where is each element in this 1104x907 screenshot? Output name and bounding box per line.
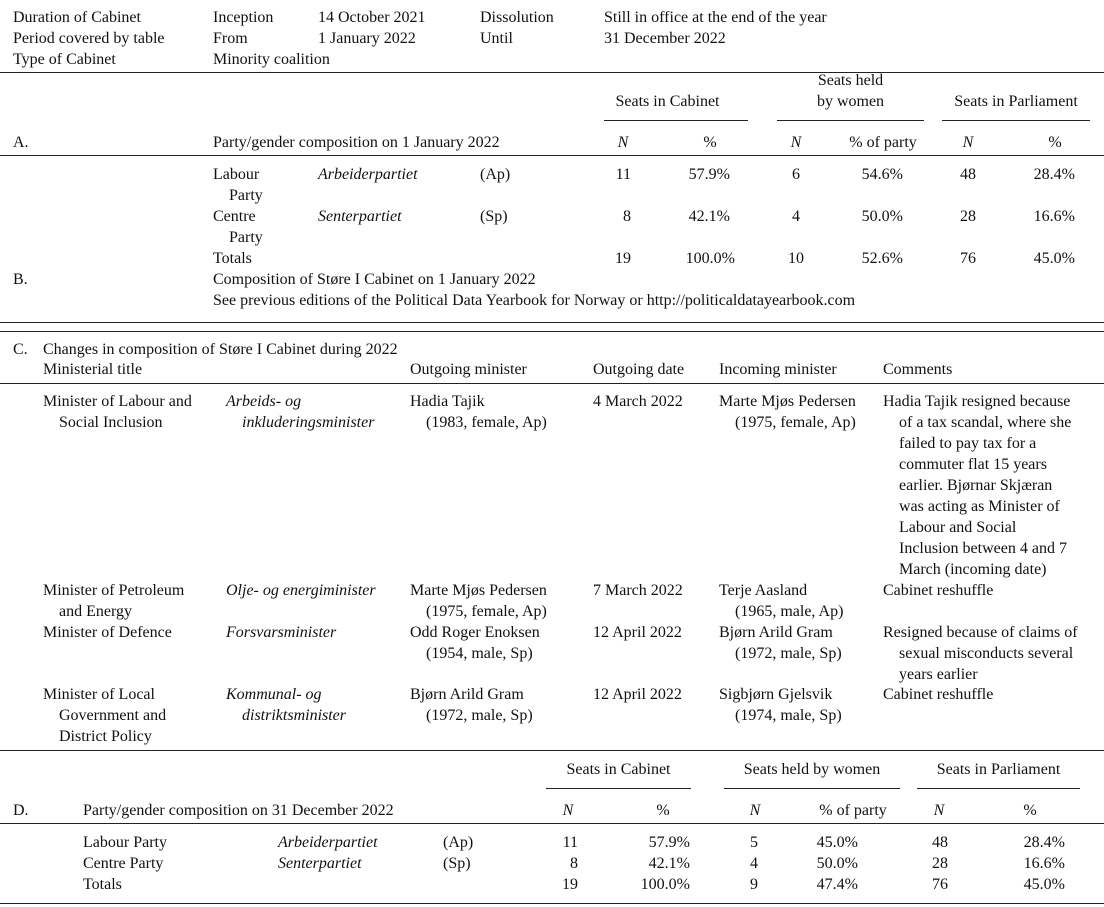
col-pct: % xyxy=(656,802,670,819)
section-c-title: Changes in composition of Støre I Cabinet during 2022 xyxy=(43,341,398,358)
cab-pct: 57.9% xyxy=(648,834,690,851)
party-name-cont: Party xyxy=(229,187,263,204)
col-outgoing-minister: Outgoing minister xyxy=(410,361,527,378)
group-underline xyxy=(942,120,1090,121)
comment-line: Labour and Social xyxy=(899,519,1017,536)
women-n: 5 xyxy=(750,834,758,851)
minister-title-cont: Social Inclusion xyxy=(59,414,163,431)
comment-line: Hadia Tajik resigned because xyxy=(883,393,1071,410)
from-label: From xyxy=(213,30,248,47)
women-n: 4 xyxy=(750,855,758,872)
comment-line: Cabinet reshuffle xyxy=(883,686,994,703)
party-abbr: (Ap) xyxy=(443,834,474,851)
col-pct-party: % of party xyxy=(849,134,917,151)
party-name: Labour Party xyxy=(83,834,167,851)
comment-line: years earlier xyxy=(899,666,978,683)
party-abbr: (Sp) xyxy=(443,855,471,872)
women-pct: 47.4% xyxy=(816,876,858,893)
dissolution-value: Still in office at the end of the year xyxy=(604,9,827,26)
parl-n: 76 xyxy=(932,876,948,893)
outgoing-date: 12 April 2022 xyxy=(593,686,682,703)
parl-n: 48 xyxy=(932,834,948,851)
group-seats-women: Seats held by women xyxy=(743,761,881,778)
parl-pct: 45.0% xyxy=(1033,250,1075,267)
women-pct: 52.6% xyxy=(861,250,903,267)
col-n: N xyxy=(790,134,802,151)
parl-pct: 45.0% xyxy=(1023,876,1065,893)
totals-label: Totals xyxy=(213,250,252,267)
period-label: Period covered by table xyxy=(13,30,165,47)
minister-title: Minister of Local xyxy=(43,686,155,703)
party-native: Senterpartiet xyxy=(318,208,402,225)
group-seats-cabinet: Seats in Cabinet xyxy=(566,761,671,778)
minister-native-cont: distriktsminister xyxy=(242,707,347,724)
parl-n: 48 xyxy=(960,166,976,183)
outgoing-details: (1972, male, Sp) xyxy=(426,707,533,724)
inception-value: 14 October 2021 xyxy=(318,9,426,26)
col-incoming-minister: Incoming minister xyxy=(719,361,837,378)
party-abbr: (Ap) xyxy=(480,166,511,183)
col-n: N xyxy=(962,134,974,151)
party-name: Labour xyxy=(213,166,260,183)
type-value: Minority coalition xyxy=(213,51,330,68)
outgoing-date: 7 March 2022 xyxy=(593,582,683,599)
group-underline xyxy=(777,120,924,121)
divider xyxy=(0,155,1104,156)
section-title: Party/gender composition on 31 December 2022 xyxy=(83,802,394,819)
cab-n: 11 xyxy=(562,834,578,851)
women-n: 6 xyxy=(792,166,800,183)
section-title: Party/gender composition on 1 January 2022 xyxy=(213,134,500,151)
minister-title: Minister of Defence xyxy=(43,624,172,641)
women-n: 4 xyxy=(792,208,800,225)
group-seats-women-line1: Seats held xyxy=(817,72,884,89)
section-letter: A. xyxy=(13,134,29,151)
divider xyxy=(0,331,1104,332)
parl-pct: 28.4% xyxy=(1033,166,1075,183)
comment-line: Inclusion between 4 and 7 xyxy=(899,540,1067,557)
incoming-details: (1975, female, Ap) xyxy=(735,414,856,431)
cab-n: 11 xyxy=(615,166,631,183)
parl-n: 28 xyxy=(932,855,948,872)
outgoing-details: (1983, female, Ap) xyxy=(426,414,547,431)
duration-label: Duration of Cabinet xyxy=(13,9,141,26)
section-letter: C. xyxy=(13,341,28,358)
col-ministerial-title: Ministerial title xyxy=(43,361,143,378)
col-n: N xyxy=(617,134,629,151)
comment-line: was acting as Minister of xyxy=(899,498,1060,515)
until-label: Until xyxy=(480,30,513,47)
comment-line: Cabinet reshuffle xyxy=(883,582,994,599)
incoming-details: (1965, male, Ap) xyxy=(735,603,844,620)
cab-pct: 42.1% xyxy=(688,208,730,225)
divider xyxy=(0,823,1104,824)
minister-native: Arbeids- og xyxy=(226,393,302,410)
dissolution-label: Dissolution xyxy=(480,9,554,26)
minister-native: Kommunal- og xyxy=(226,686,322,703)
group-underline xyxy=(546,788,691,789)
cab-n: 19 xyxy=(562,876,578,893)
women-n: 9 xyxy=(750,876,758,893)
party-name: Centre xyxy=(213,208,256,225)
comment-line: commuter flat 15 years xyxy=(899,456,1047,473)
section-letter: D. xyxy=(13,802,29,819)
section-b-title: Composition of Støre I Cabinet on 1 January 2022 xyxy=(213,271,536,288)
incoming-minister: Terje Aasland xyxy=(719,582,808,599)
from-value: 1 January 2022 xyxy=(318,30,416,47)
totals-label: Totals xyxy=(83,876,122,893)
incoming-details: (1972, male, Sp) xyxy=(735,645,842,662)
party-abbr: (Sp) xyxy=(480,208,508,225)
minister-native: Forsvarsminister xyxy=(226,624,337,641)
divider xyxy=(0,383,1104,384)
group-seats-cabinet: Seats in Cabinet xyxy=(615,93,720,110)
outgoing-minister: Bjørn Arild Gram xyxy=(410,686,524,703)
minister-native-cont: inkluderingsminister xyxy=(242,414,375,431)
parl-pct: 16.6% xyxy=(1023,855,1065,872)
cab-n: 19 xyxy=(615,250,631,267)
women-n: 10 xyxy=(788,250,804,267)
party-native: Arbeiderpartiet xyxy=(278,834,378,851)
section-b-note: See previous editions of the Political Data Yearbook for Norway or http://politicaldatayearbook.com xyxy=(213,292,856,309)
col-n: N xyxy=(749,802,761,819)
group-seats-women-line2: by women xyxy=(816,93,885,110)
incoming-minister: Sigbjørn Gjelsvik xyxy=(719,686,833,703)
divider xyxy=(0,322,1104,323)
comment-line: March (incoming date) xyxy=(899,561,1047,578)
divider xyxy=(0,72,1104,73)
parl-n: 28 xyxy=(960,208,976,225)
cab-pct: 100.0% xyxy=(640,876,690,893)
divider xyxy=(0,903,1104,904)
outgoing-minister: Odd Roger Enoksen xyxy=(410,624,540,641)
comment-line: of a tax scandal, where she xyxy=(899,414,1072,431)
col-pct: % xyxy=(1048,134,1062,151)
outgoing-minister: Marte Mjøs Pedersen xyxy=(410,582,547,599)
parl-pct: 28.4% xyxy=(1023,834,1065,851)
col-pct: % xyxy=(1023,802,1037,819)
women-pct: 50.0% xyxy=(861,208,903,225)
incoming-minister: Marte Mjøs Pedersen xyxy=(719,393,856,410)
group-underline xyxy=(604,120,748,121)
section-letter: B. xyxy=(13,271,28,288)
minister-title: Minister of Petroleum xyxy=(43,582,185,599)
comment-line: Resigned because of claims of xyxy=(883,624,1078,641)
incoming-minister: Bjørn Arild Gram xyxy=(719,624,833,641)
outgoing-date: 4 March 2022 xyxy=(593,393,683,410)
cab-n: 8 xyxy=(623,208,631,225)
col-comments: Comments xyxy=(883,361,953,378)
parl-pct: 16.6% xyxy=(1033,208,1075,225)
until-value: 31 December 2022 xyxy=(604,30,726,47)
group-seats-parliament: Seats in Parliament xyxy=(936,761,1061,778)
col-n: N xyxy=(933,802,945,819)
col-pct-party: % of party xyxy=(819,802,887,819)
parl-n: 76 xyxy=(960,250,976,267)
group-seats-parliament: Seats in Parliament xyxy=(954,93,1078,110)
minister-title-cont: Government and xyxy=(59,707,167,724)
party-name: Centre Party xyxy=(83,855,164,872)
party-native: Arbeiderpartiet xyxy=(318,166,418,183)
outgoing-details: (1954, male, Sp) xyxy=(426,645,533,662)
comment-line: earlier. Bjørnar Skjæran xyxy=(899,477,1053,494)
minister-title: Minister of Labour and xyxy=(43,393,192,410)
party-name-cont: Party xyxy=(229,229,263,246)
col-outgoing-date: Outgoing date xyxy=(593,361,685,378)
women-pct: 54.6% xyxy=(861,166,903,183)
cab-pct: 57.9% xyxy=(688,166,730,183)
col-pct: % xyxy=(703,134,717,151)
cab-n: 8 xyxy=(570,855,578,872)
group-underline xyxy=(724,788,900,789)
comment-line: sexual misconducts several xyxy=(899,645,1074,662)
type-label: Type of Cabinet xyxy=(13,51,116,68)
comment-line: failed to pay tax for a xyxy=(899,435,1037,452)
women-pct: 45.0% xyxy=(816,834,858,851)
inception-label: Inception xyxy=(213,9,274,26)
minister-native: Olje- og energiminister xyxy=(226,582,376,599)
divider xyxy=(0,750,1104,751)
group-underline xyxy=(917,788,1080,789)
outgoing-details: (1975, female, Ap) xyxy=(426,603,547,620)
cab-pct: 100.0% xyxy=(685,250,735,267)
incoming-details: (1974, male, Sp) xyxy=(735,707,842,724)
cab-pct: 42.1% xyxy=(648,855,690,872)
minister-title-cont: and Energy xyxy=(59,603,133,620)
minister-title-cont: District Policy xyxy=(59,728,152,745)
women-pct: 50.0% xyxy=(816,855,858,872)
col-n: N xyxy=(562,802,574,819)
party-native: Senterpartiet xyxy=(278,855,362,872)
outgoing-minister: Hadia Tajik xyxy=(410,393,485,410)
outgoing-date: 12 April 2022 xyxy=(593,624,682,641)
